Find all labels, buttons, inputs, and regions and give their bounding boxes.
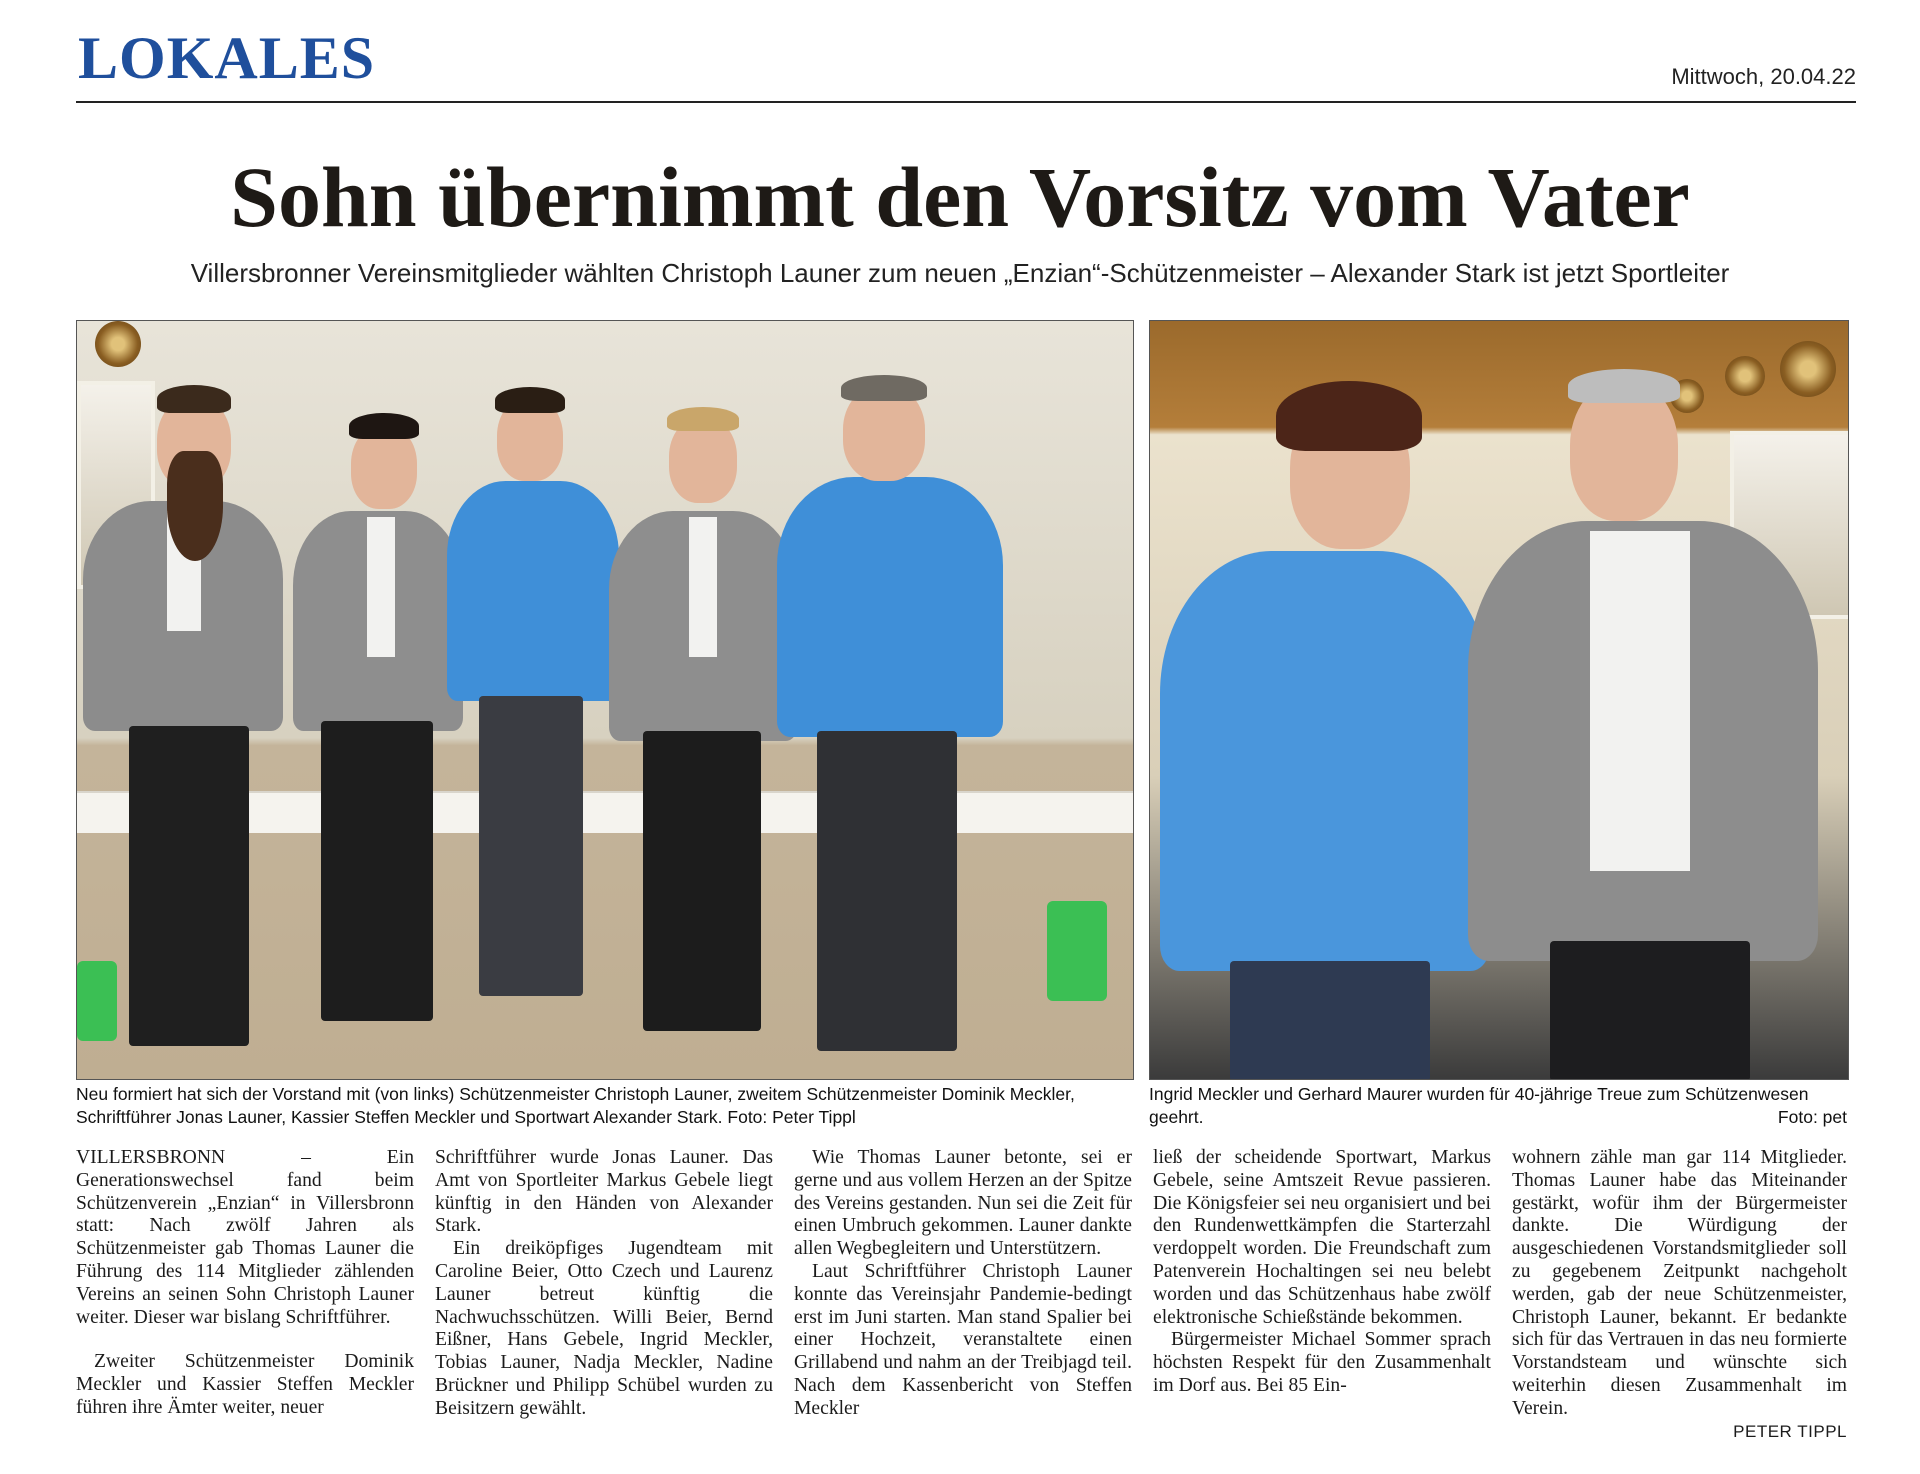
section-title: LOKALES	[78, 25, 376, 91]
paragraph: Ein dreiköpfiges Jugendteam mit Caroline Beier, Otto Czech und Laurenz Launer betreut künftig die Nachwuchsschützen. Willi Beier, Bernd Eißner, Hans Gebele, Ingrid Meckler, Tobias Launer, Nadja Meckler, Nadine Brückner und Philipp Schübel wurden zu Beisitzern gewählt.	[435, 1238, 773, 1419]
paragraph: ließ der scheidende Sportwart, Markus Gebele, seine Amtszeit Revue passieren. Die Königsfeier sei neu organisiert und bei den Rundenwettkämpfen die Starterzahl verdoppelt worden. Die Freundschaft zum Patenverein Hochaltingen sei neu belebt worden und das Schützenhaus habe zwölf elektronische Schießstände bekommen.	[1153, 1147, 1491, 1328]
paragraph: Schriftführer wurde Jonas Launer. Das Amt von Sportleiter Markus Gebele liegt künftig in den Händen von Alexander Stark.	[435, 1147, 773, 1237]
article-column-4	[1153, 1147, 1491, 1398]
author-byline: PETER TIPPL	[1733, 1421, 1847, 1441]
article-subheadline: Villersbronner Vereinsmitglieder wählten Christoph Launer zum neuen „Enzian“-Schützenmeister – Alexander Stark ist jetzt Sportleiter	[190, 258, 1730, 288]
article-column-1	[76, 1147, 414, 1420]
header-rule	[76, 101, 1856, 103]
issue-date: Mittwoch, 20.04.22	[1671, 64, 1856, 89]
wall-plate	[1780, 341, 1836, 397]
photo-right-caption-block	[1149, 1083, 1847, 1133]
paragraph: VILLERSBRONN – Ein Generationswechsel fand beim Schützenverein „Enzian“ in Villersbronn statt: Nach zwölf Jahren als Schützenmeister gab Thomas Launer die Führung des 114 Mitglieder zählenden Vereins an seinen Sohn Christoph Launer weiter. Dieser war bislang Schriftführer.	[76, 1147, 414, 1328]
wall-plate	[95, 321, 141, 367]
paragraph: Wie Thomas Launer betonte, sei er gerne und aus vollem Herzen an der Spitze des Vereins gestanden. Nun sei die Zeit für einen Umbruch gekommen. Launer dankte allen Wegbegleitern und Unterstützern.	[794, 1147, 1132, 1260]
photo-right-credit: Foto: pet	[1777, 1107, 1847, 1127]
chair	[1047, 901, 1107, 1001]
paragraph: Bürgermeister Michael Sommer sprach höchsten Respekt für den Zusammenhalt im Dorf aus. Bei 85 Ein-	[1153, 1329, 1491, 1396]
paragraph: Laut Schriftführer Christoph Launer konnte das Vereinsjahr Pandemie-bedingt erst im Juni starten. Man stand Spalier bei einer Hochzeit, veranstaltete einen Grillabend und nahm an der Treibjagd teil. Nach dem Kassenbericht von Steffen Meckler	[794, 1260, 1132, 1419]
paragraph: wohnern zähle man gar 114 Mitglieder. Thomas Launer habe das Miteinander gestärkt, wofür ihm der Bürgermeister dankte. Die Würdigung der ausgeschiedenen Vorstandsmitglieder soll zu gegebenem Zeitpunkt nachgeholt werden, gab der neue Schützenmeister, Christoph Launer, bekannt. Er bedankte sich für das Vertrauen in das neu formierte Vorstandsteam und wünschte sich weiterhin diesen Zusammenhalt im Verein.	[1512, 1147, 1847, 1419]
photo-right-caption: Ingrid Meckler und Gerhard Maurer wurden für 40-jährige Treue zum Schützenwesen geehrt.	[1149, 1084, 1809, 1127]
wall-plate	[1725, 356, 1765, 396]
photo-left-caption: Neu formiert hat sich der Vorstand mit (von links) Schützenmeister Christoph Launer, zweitem Schützenmeister Dominik Meckler, Schriftführer Jonas Launer, Kassier Steffen Meckler und Sportwart Alexander Stark. Foto: Peter Tippl	[76, 1084, 1075, 1127]
article-column-5	[1512, 1147, 1847, 1445]
photo-board-members	[76, 320, 1134, 1080]
article-column-3	[794, 1147, 1132, 1421]
paragraph: Zweiter Schützenmeister Dominik Meckler und Kassier Steffen Meckler führen ihre Ämter weiter, neuer	[76, 1351, 414, 1418]
photo-honored-members	[1149, 320, 1849, 1080]
byline-row	[1512, 1421, 1847, 1445]
article-column-2	[435, 1147, 773, 1421]
article-body	[76, 1147, 1847, 1457]
chair	[77, 961, 117, 1041]
article-headline: Sohn übernimmt den Vorsitz vom Vater	[230, 149, 1690, 245]
